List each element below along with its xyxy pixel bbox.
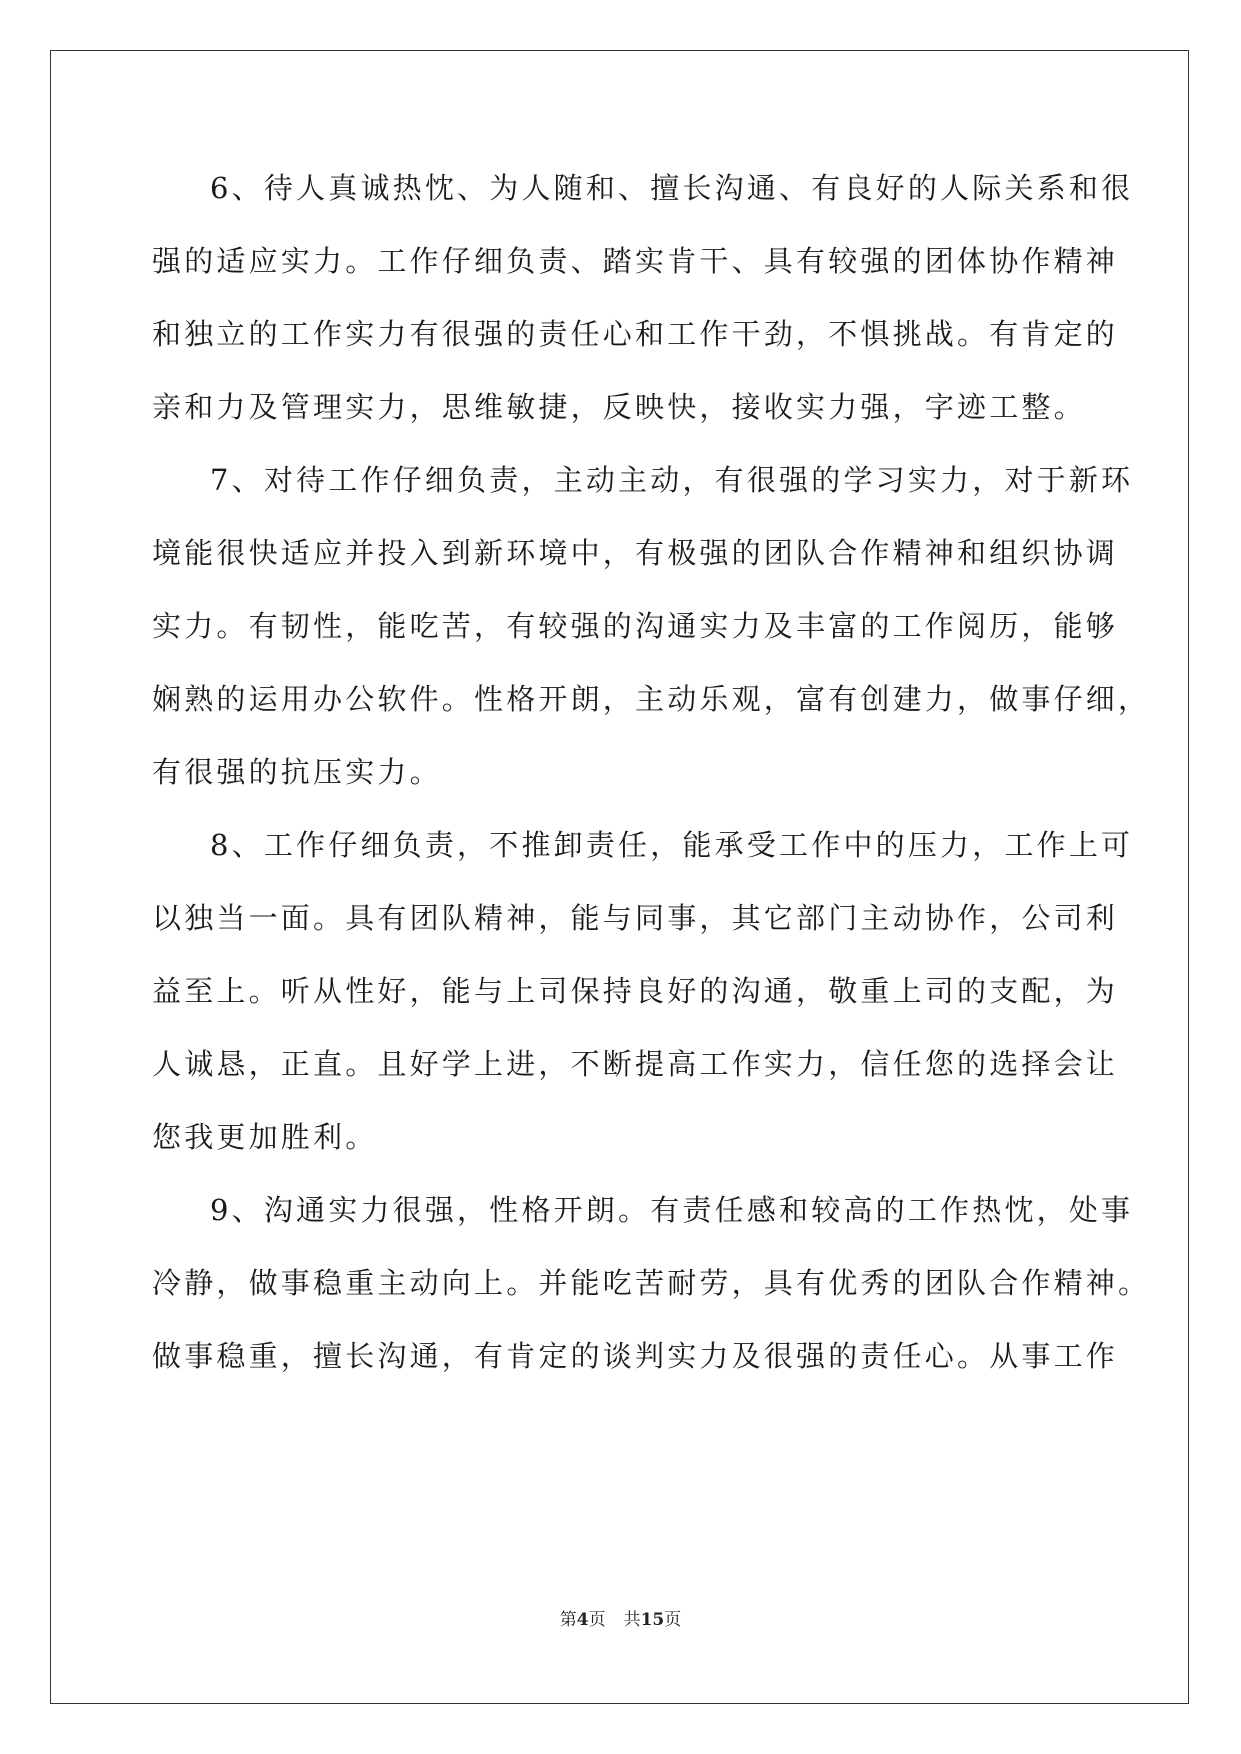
page-prefix: 第	[559, 1610, 577, 1630]
paragraph-6-line-1: 6、待人真诚热忱、为人随和、擅长沟通、有良好的人际关系和很	[210, 171, 1134, 205]
page-footer	[0, 1605, 1241, 1630]
total-pages-number: 15	[640, 1610, 665, 1630]
paragraph-7-line-5: 有很强的抗压实力。	[152, 755, 442, 789]
total-prefix: 共	[623, 1610, 641, 1630]
paragraph-6-line-3: 和独立的工作实力有很强的责任心和工作干劲，不惧挑战。有肯定的	[152, 317, 1119, 351]
page-border	[50, 50, 1189, 1704]
paragraph-7-line-3: 实力。有韧性，能吃苦，有较强的沟通实力及丰富的工作阅历，能够	[152, 609, 1119, 643]
paragraph-9-line-2: 冷静，做事稳重主动向上。并能吃苦耐劳，具有优秀的团队合作精神。	[152, 1266, 1151, 1300]
paragraph-9-line-3: 做事稳重，擅长沟通，有肯定的谈判实力及很强的责任心。从事工作	[152, 1339, 1119, 1373]
paragraph-8-line-4: 人诚恳，正直。且好学上进，不断提高工作实力，信任您的选择会让	[152, 1047, 1119, 1081]
total-suffix: 页	[664, 1610, 682, 1630]
paragraph-7-line-2: 境能很快适应并投入到新环境中，有极强的团队合作精神和组织协调	[152, 536, 1119, 570]
paragraph-6-line-4: 亲和力及管理实力，思维敏捷，反映快，接收实力强，字迹工整。	[152, 390, 1086, 424]
paragraph-8-line-1: 8、工作仔细负责，不推卸责任，能承受工作中的压力，工作上可	[210, 828, 1134, 862]
paragraph-6-line-2: 强的适应实力。工作仔细负责、踏实肯干、具有较强的团体协作精神	[152, 244, 1119, 278]
current-page-number: 4	[576, 1610, 589, 1630]
paragraph-8-line-2: 以独当一面。具有团队精神，能与同事，其它部门主动协作，公司利	[152, 901, 1119, 935]
page-suffix: 页	[588, 1610, 606, 1630]
paragraph-8-line-3: 益至上。听从性好，能与上司保持良好的沟通，敬重上司的支配，为	[152, 974, 1119, 1008]
paragraph-7-line-1: 7、对待工作仔细负责，主动主动，有很强的学习实力，对于新环	[210, 463, 1134, 497]
paragraph-9-line-1: 9、沟通实力很强，性格开朗。有责任感和较高的工作热忱，处事	[210, 1193, 1134, 1227]
paragraph-7-line-4: 娴熟的运用办公软件。性格开朗，主动乐观，富有创建力，做事仔细，	[152, 682, 1151, 716]
paragraph-8-line-5: 您我更加胜利。	[152, 1120, 378, 1154]
